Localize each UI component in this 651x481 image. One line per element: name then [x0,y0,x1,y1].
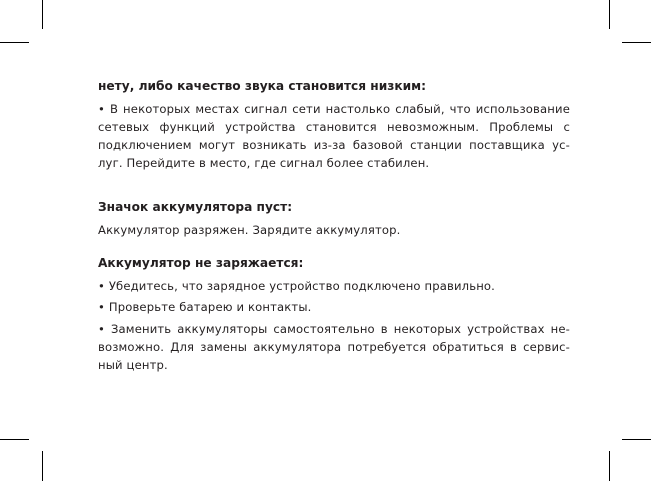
crop-mark-bottom-left-horizontal [0,439,29,440]
battery-bullet-3-line-1: • Заменить аккумуляторы самостоятельно в некоторых устройствах не- [98,322,570,336]
section-heading-battery-empty: Значок аккумулятора пуст: [98,200,293,214]
crop-mark-bottom-right-vertical [609,451,610,481]
battery-bullet-1: • Убедитесь, что зарядное устройство подключено правильно. [98,279,496,293]
signal-line-2: сетевых функций устройства становится невозможным. Проблемы с [98,120,570,134]
crop-mark-top-right-horizontal [622,42,651,43]
signal-line-4: луг. Перейдите в место, где сигнал более стабилен. [98,156,430,170]
section-heading-battery-not-charging: Аккумулятор не заряжается: [98,256,304,270]
battery-empty-text: Аккумулятор разряжен. Зарядите аккумулятор. [98,223,401,237]
crop-mark-bottom-left-vertical [42,451,43,481]
battery-bullet-3-line-3: ный центр. [98,358,168,372]
crop-mark-top-right-vertical [609,0,610,29]
signal-line-1: • В некоторых местах сигнал сети настолько слабый, что использование [98,102,570,116]
battery-bullet-2: • Проверьте батарею и контакты. [98,300,312,314]
battery-bullet-3-line-2: возможно. Для замены аккумулятора потребуется обратиться в сервис- [98,340,570,354]
crop-mark-bottom-right-horizontal [622,439,651,440]
crop-mark-top-left-horizontal [0,42,29,43]
section-heading-signal: нету, либо качество звука становится низким: [98,79,426,93]
crop-mark-top-left-vertical [42,0,43,29]
signal-line-3: подключением могут возникать из-за базовой станции поставщика ус- [98,138,570,152]
